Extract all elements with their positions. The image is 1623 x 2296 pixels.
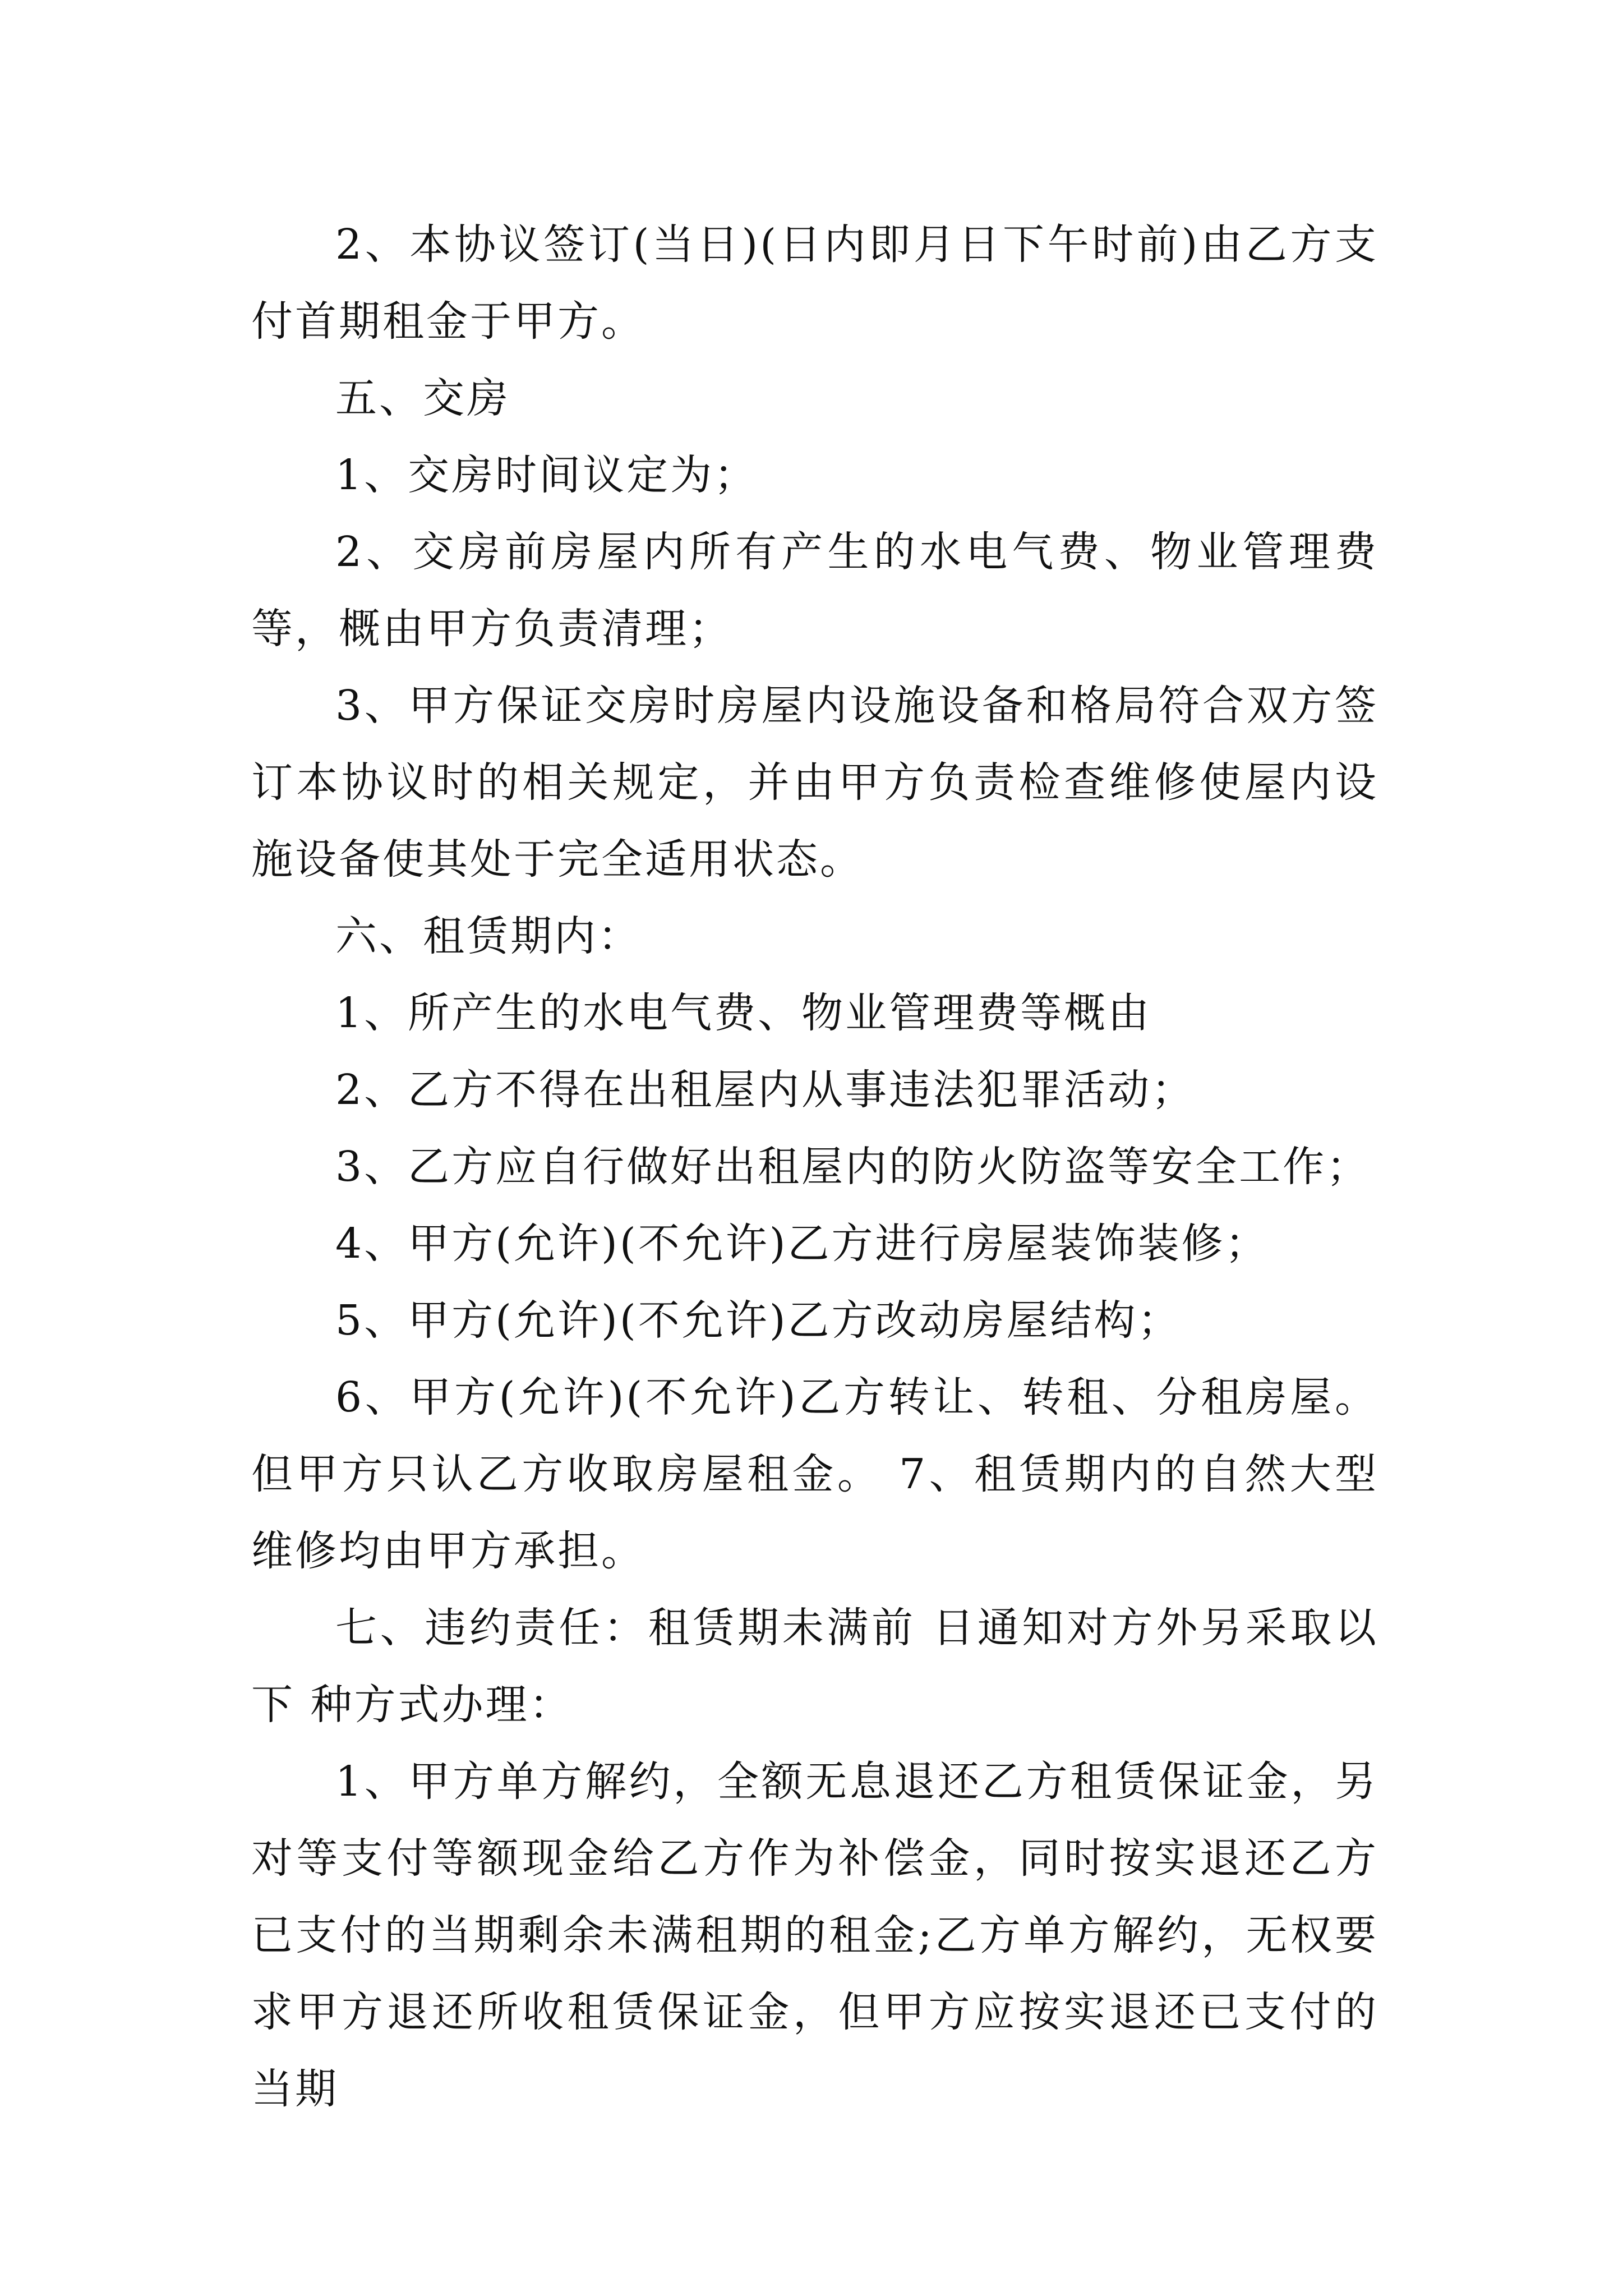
paragraph-lease-safety: 3、乙方应自行做好出租屋内的防火防盗等安全工作； xyxy=(335,1143,1371,1191)
paragraph-breach-termination: 1、甲方单方解约，全额无息退还乙方租赁保证金，另对等支付等额现金给乙方作为补偿金，同时按实退还乙方已支付的当期剩余未满租期的租金;乙方单方解约，无权要求甲方退还所收租赁保证金，但甲方应按实退还已支付的当期 xyxy=(251,1757,1378,2113)
paragraph-lease-structure: 5、甲方(允许)(不允许)乙方改动房屋结构； xyxy=(335,1296,1182,1345)
section-heading-handover: 五、交房 xyxy=(335,374,510,422)
paragraph-lease-sublet: 6、甲方(允许)(不允许)乙方转让、转租、分租房屋。但甲方只认乙方收取房屋租金。 7、租赁期内的自然大型维修均由甲方承担。 xyxy=(251,1373,1378,1575)
paragraph-handover-facilities: 3、甲方保证交房时房屋内设施设备和格局符合双方签订本协议时的相关规定，并由甲方负责检查维修使屋内设施设备使其处于完全适用状态。 xyxy=(251,682,1378,884)
paragraph-lease-fees: 1、所产生的水电气费、物业管理费等概由 xyxy=(335,989,1152,1037)
paragraph-lease-no-illegal: 2、乙方不得在出租屋内从事违法犯罪活动； xyxy=(335,1066,1196,1114)
section-heading-lease-period: 六、租赁期内： xyxy=(335,912,642,960)
paragraph-handover-time: 1、交房时间议定为； xyxy=(335,451,758,499)
section-heading-breach: 七、违约责任：租赁期未满前 日通知对方外另采取以下 种方式办理： xyxy=(251,1604,1378,1729)
paragraph-handover-fees: 2、交房前房屋内所有产生的水电气费、物业管理费等，概由甲方负责清理； xyxy=(251,528,1378,653)
document-body xyxy=(251,206,1378,2128)
paragraph-payment-first-rent: 2、本协议签订(当日)(日内即月日下午时前)由乙方支付首期租金于甲方。 xyxy=(251,220,1378,346)
paragraph-lease-decoration: 4、甲方(允许)(不允许)乙方进行房屋装饰装修； xyxy=(335,1220,1269,1268)
